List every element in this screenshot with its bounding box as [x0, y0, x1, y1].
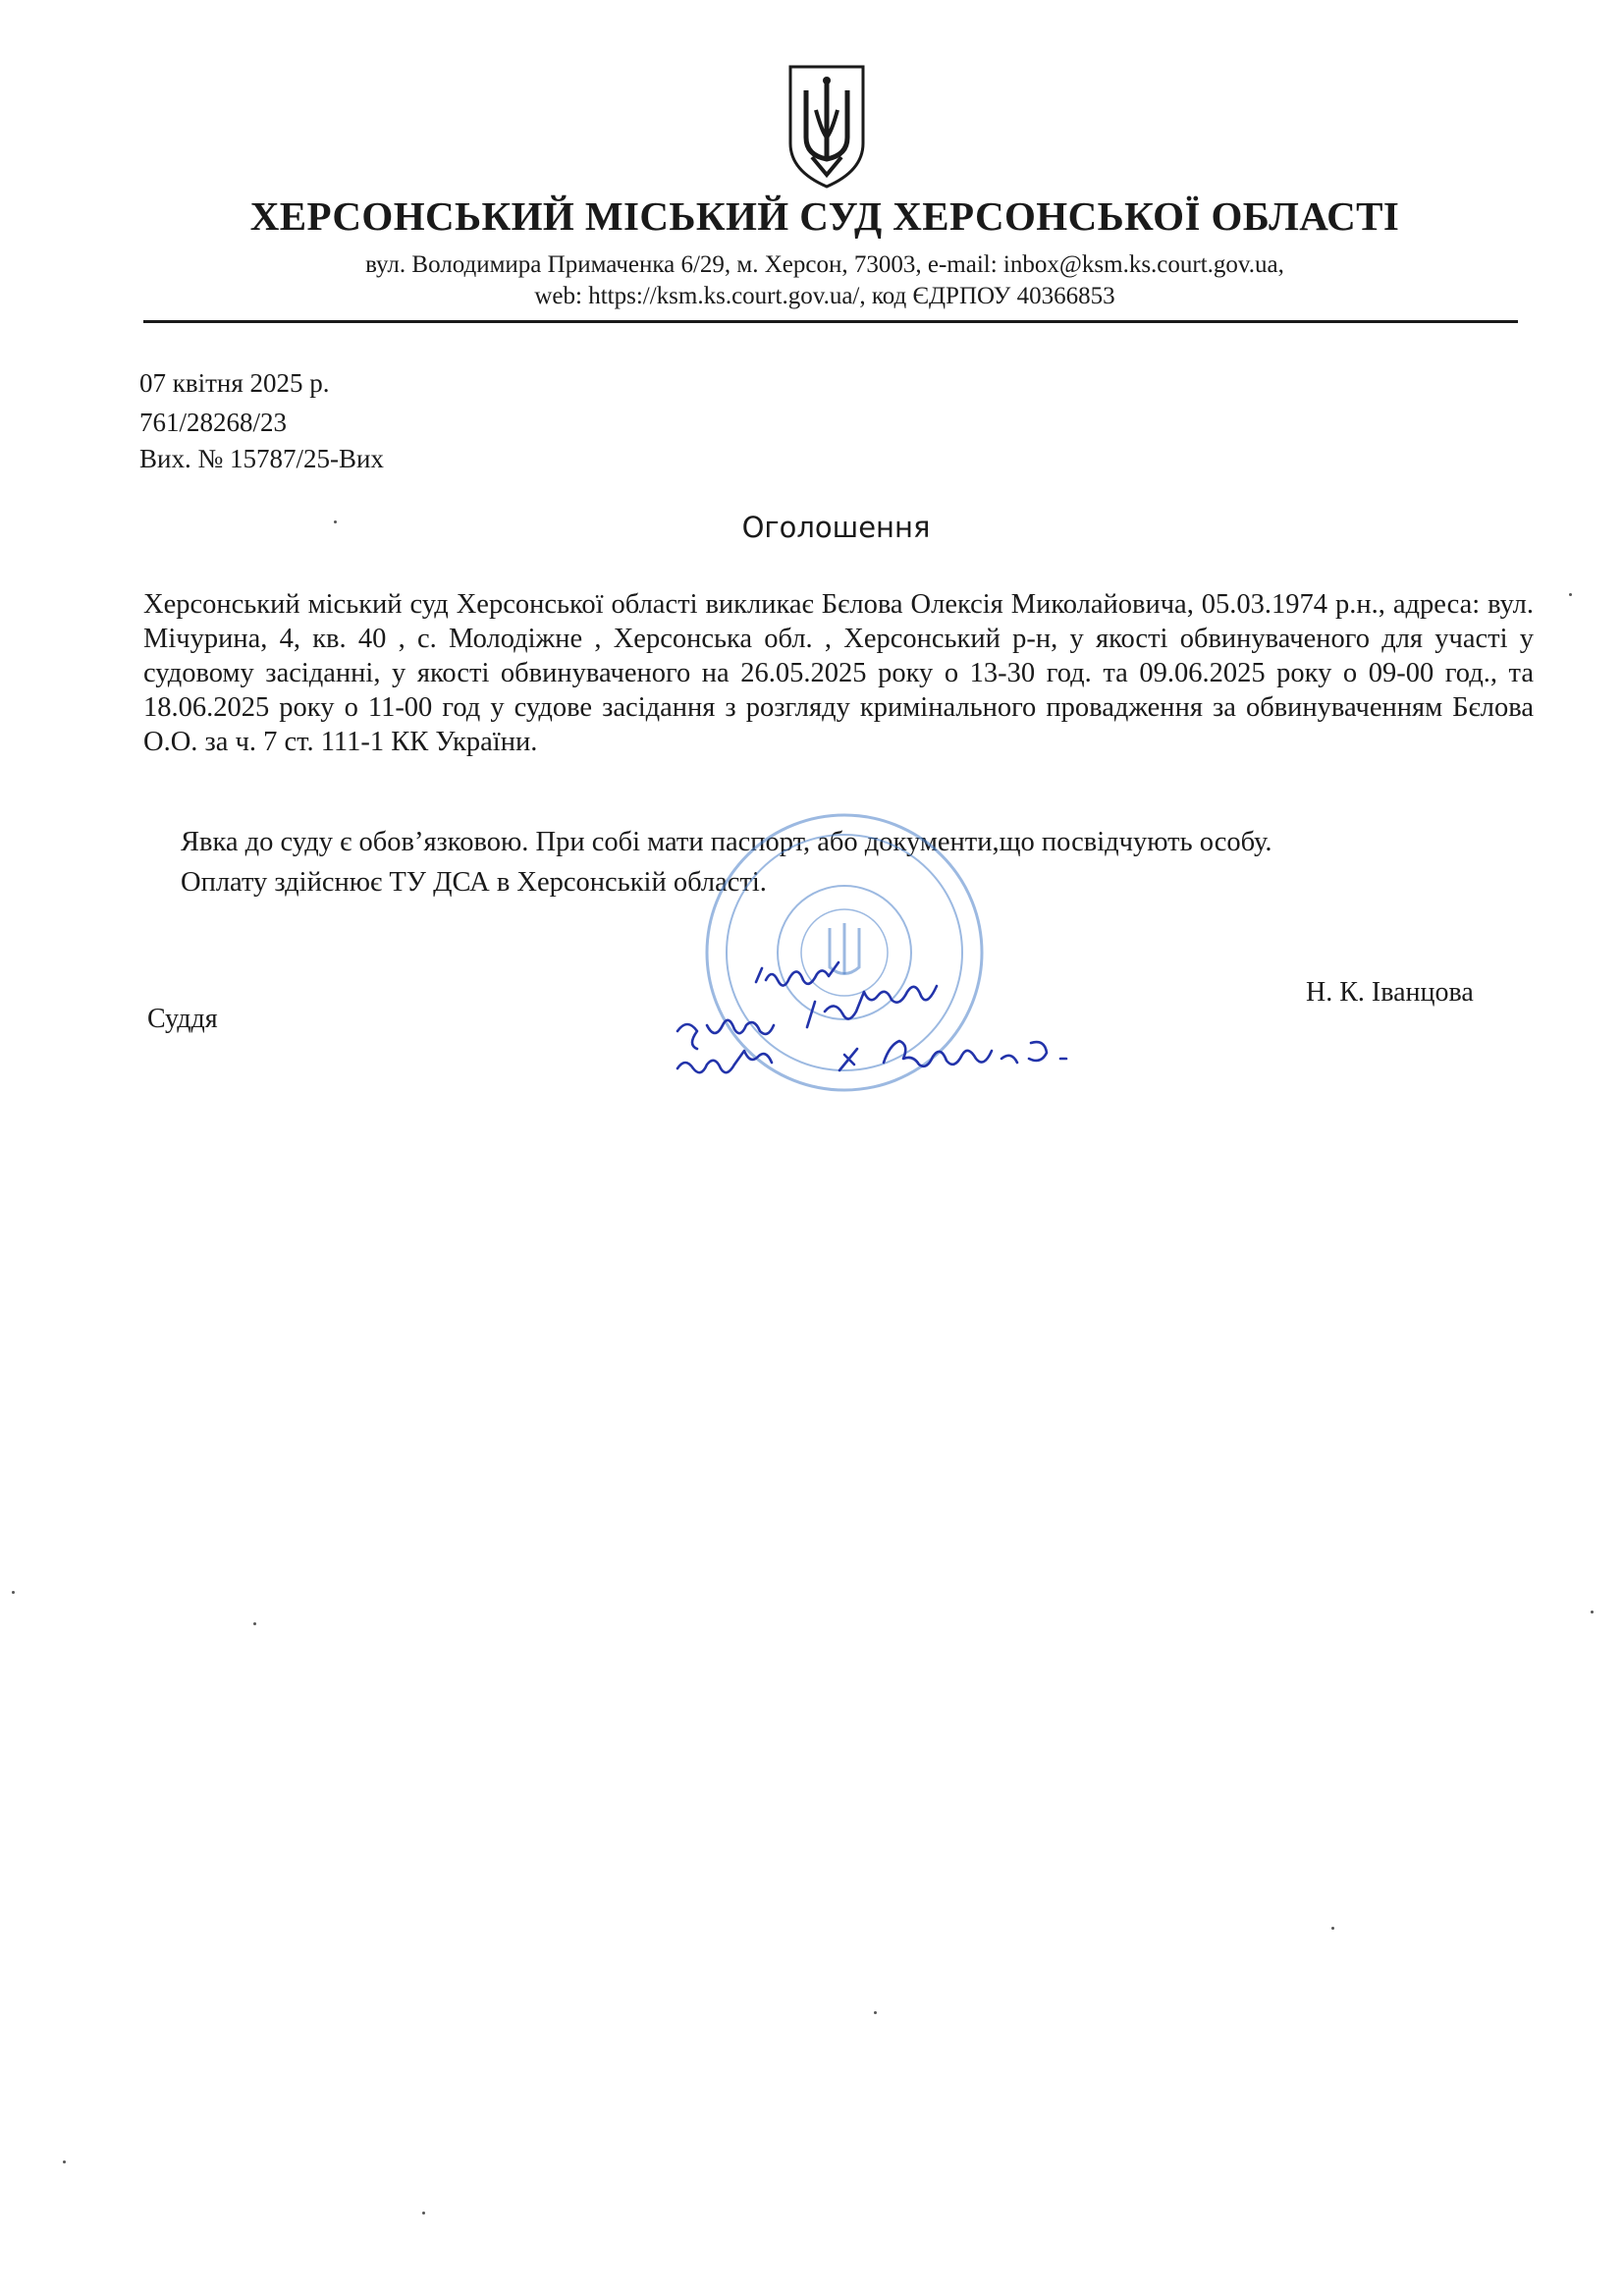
scan-speck [334, 520, 337, 523]
document-date: 07 квітня 2025 р. [139, 368, 330, 398]
attendance-paragraph: Явка до суду є обов’язковою. При собі мати паспорт, або документи,що посвідчують особу. [181, 827, 1272, 857]
scan-speck [12, 1591, 15, 1594]
court-web-and-code: web: https://ksm.ks.court.gov.ua/, код ЄДРПОУ 40366853 [534, 283, 1115, 309]
payment-paragraph: Оплату здійснює ТУ ДСА в Херсонській області. [181, 867, 767, 898]
handwritten-certification [668, 953, 1178, 1090]
scan-speck [1569, 593, 1572, 596]
case-number: 761/28268/23 [139, 408, 288, 437]
scan-speck [874, 2011, 877, 2014]
document-title: Оголошення [741, 511, 931, 544]
scan-speck [253, 1622, 256, 1625]
scan-speck [1331, 1927, 1334, 1930]
scan-speck [63, 2160, 66, 2163]
scan-speck [422, 2212, 425, 2214]
judge-label: Суддя [147, 1004, 218, 1034]
judge-name: Н. К. Іванцова [1306, 977, 1474, 1008]
court-address: вул. Володимира Примаченка 6/29, м. Херсон, 73003, e-mail: inbox@ksm.ks.court.gov.ua, [365, 251, 1284, 278]
outgoing-number: Вих. № 15787/25-Вих [139, 444, 384, 473]
header-divider [143, 320, 1518, 323]
scan-speck [1591, 1611, 1594, 1613]
announcement-body: Херсонський міський суд Херсонської області викликає Бєлова Олексія Миколайовича, 05.03.1974 р.н., адреса: вул. Мічурина, 4, кв. 40 , с. Молодіжне , Херсонська обл. , Херсонський р-н, у якості обвинуваченого для участі у судовому засіданні, у якості обвинуваченого на 26.05.2025 року о 13-30 год. та 09.06.2025 року о 09-00 год., та 18.06.2025 року о 11-00 год у судове засідання з розгляду кримінального провадження за обвинуваченням Бєлова О.О. за ч. 7 ст. 111-1 КК України. [143, 589, 1534, 757]
court-name: ХЕРСОНСЬКИЙ МІСЬКИЙ СУД ХЕРСОНСЬКОЇ ОБЛАСТІ [249, 193, 1400, 239]
coat-of-arms-icon [783, 61, 871, 192]
